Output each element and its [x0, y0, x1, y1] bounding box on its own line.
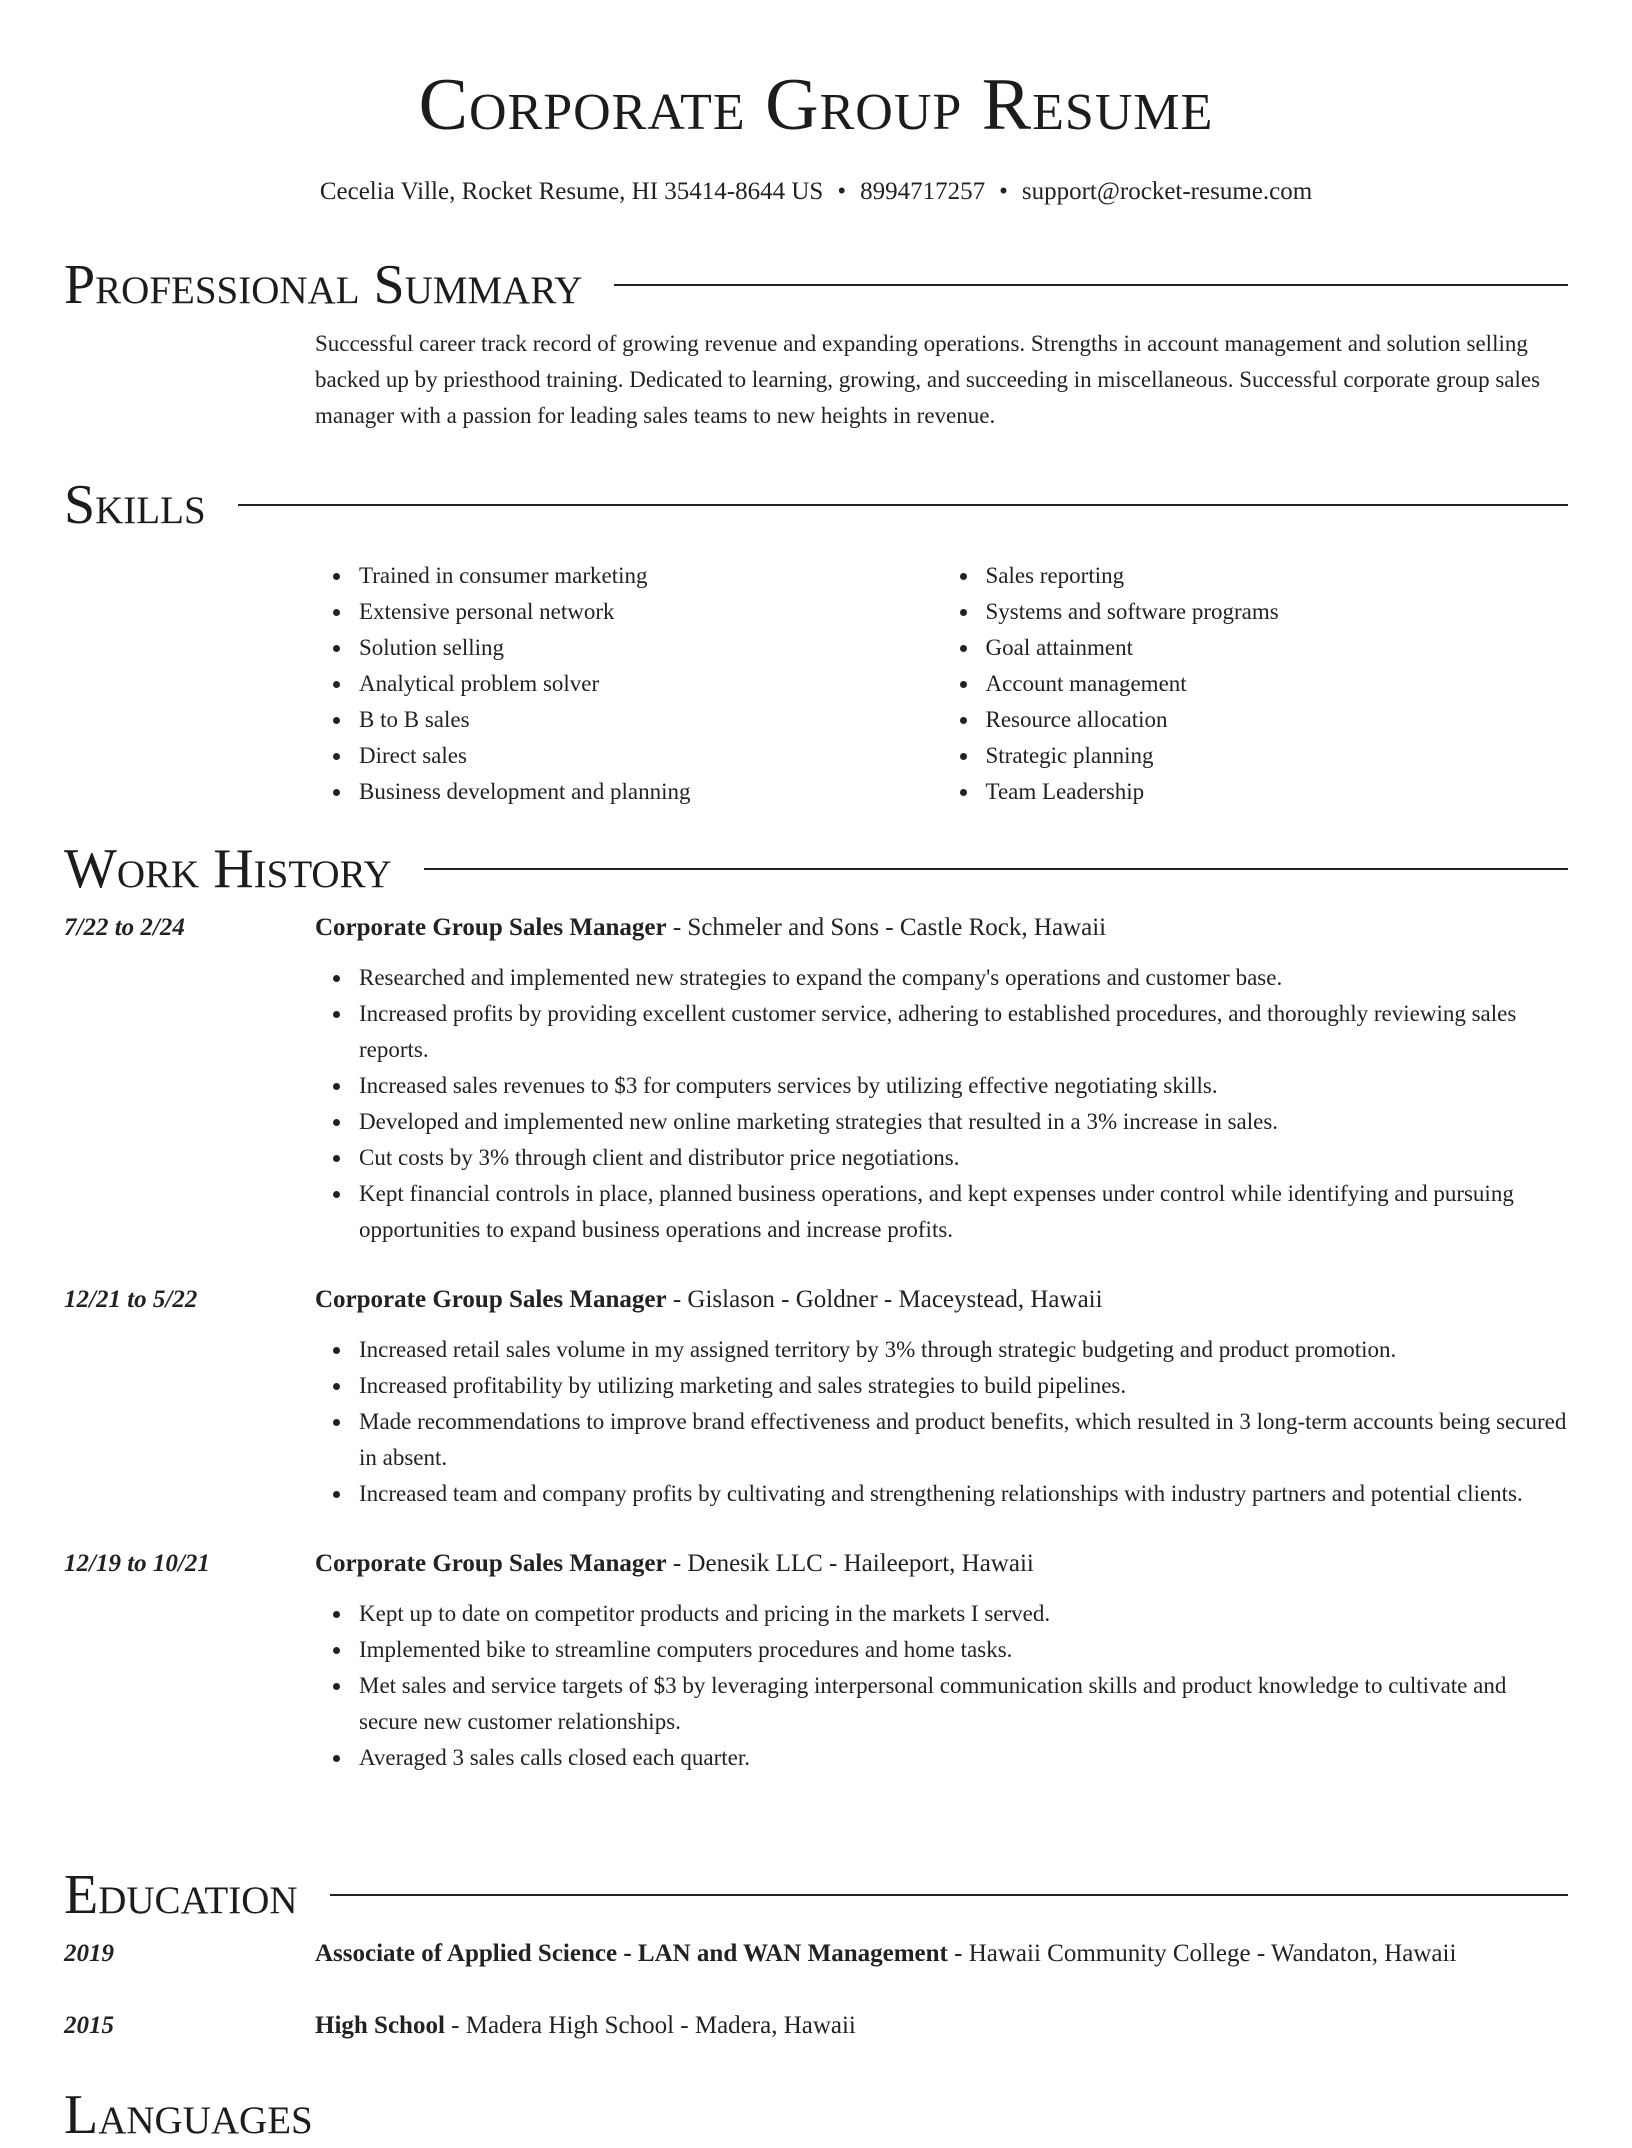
separator-dot: • [999, 178, 1008, 205]
education-title-line [315, 1936, 1456, 1972]
contact-phone: 8994717257 [860, 178, 986, 205]
job-dates: 7/22 to 2/24 [64, 914, 185, 941]
skill-item: Systems and software programs [986, 594, 1569, 630]
job-role: Corporate Group Sales Manager [315, 914, 667, 941]
skill-item: Resource allocation [986, 702, 1569, 738]
job-title-line [315, 910, 1106, 946]
summary-section [64, 252, 1568, 434]
job-bullet: Increased profitability by utilizing marketing and sales strategies to build pipelines. [359, 1368, 1568, 1404]
job-role: Corporate Group Sales Manager [315, 1550, 667, 1577]
skill-item: Account management [986, 666, 1569, 702]
skills-list-right [942, 558, 1569, 810]
job-bullet: Increased team and company profits by cultivating and strengthening relationships with industry partners and potential clients. [359, 1476, 1568, 1512]
section-divider [424, 868, 1568, 870]
skill-item: Business development and planning [359, 774, 942, 810]
education-year: 2015 [64, 2012, 114, 2039]
resume-title: Corporate Group Resume [418, 64, 1214, 146]
skill-item: Team Leadership [986, 774, 1569, 810]
section-header [64, 472, 1568, 538]
job-bullet: Implemented bike to streamline computers procedures and home tasks. [359, 1632, 1568, 1668]
job-bullets [315, 1596, 1568, 1776]
section-title-languages: Languages [64, 2084, 313, 2146]
job-bullet: Averaged 3 sales calls closed each quarter. [359, 1740, 1568, 1776]
job-title-line [315, 1282, 1103, 1318]
contact-line [0, 175, 1632, 209]
section-title-education: Education [64, 1864, 298, 1926]
education-degree: High School [315, 2012, 445, 2039]
education-details: - Madera High School - Madera, Hawaii [444, 2012, 856, 2039]
section-header [64, 836, 1568, 902]
job-header [64, 910, 1568, 946]
education-title-line [315, 2008, 856, 2044]
job-bullet: Increased profits by providing excellent customer service, adhering to established procedures, and thoroughly reviewing sales reports. [359, 996, 1568, 1068]
education-section [64, 1862, 1568, 2044]
skill-item: Goal attainment [986, 630, 1569, 666]
section-divider [238, 504, 1568, 506]
education-header [64, 1936, 1568, 1972]
section-header [64, 252, 1568, 318]
job-details: - Denesik LLC - Haileeport, Hawaii [666, 1550, 1034, 1577]
education-header [64, 2008, 1568, 2044]
job-role: Corporate Group Sales Manager [315, 1286, 667, 1313]
section-title-skills: Skills [64, 474, 206, 536]
summary-text: Successful career track record of growing revenue and expanding operations. Strengths in account management and solution selling backed up by priesthood training. Dedicated to learning, growing, and succeeding in miscellaneous. Successful corporate group sales manager with a passion for leading sales teams to new heights in revenue. [315, 331, 1541, 428]
job-entry [64, 1282, 1568, 1512]
skill-item: Trained in consumer marketing [359, 558, 942, 594]
summary-content [315, 326, 1568, 434]
job-bullet: Made recommendations to improve brand effectiveness and product benefits, which resulted in 3 long-term accounts being secured in absent. [359, 1404, 1568, 1476]
section-title-summary: Professional Summary [64, 254, 583, 316]
job-dates: 12/19 to 10/21 [64, 1550, 210, 1577]
job-bullet: Kept up to date on competitor products and pricing in the markets I served. [359, 1596, 1568, 1632]
job-bullet: Kept financial controls in place, planned business operations, and kept expenses under control while identifying and pursuing opportunities to expand business operations and increase profits. [359, 1176, 1568, 1248]
job-title-line [315, 1546, 1034, 1582]
job-bullet: Increased retail sales volume in my assigned territory by 3% through strategic budgeting and product promotion. [359, 1332, 1568, 1368]
job-details: - Gislason - Goldner - Maceystead, Hawaii [666, 1286, 1103, 1313]
section-divider [614, 284, 1568, 286]
skill-item: Strategic planning [986, 738, 1569, 774]
job-bullet: Increased sales revenues to $3 for computers services by utilizing effective negotiating skills. [359, 1068, 1568, 1104]
job-bullets [315, 1332, 1568, 1512]
job-bullets [315, 960, 1568, 1248]
job-bullet: Cut costs by 3% through client and distributor price negotiations. [359, 1140, 1568, 1176]
skills-section [64, 472, 1568, 810]
skills-content [315, 558, 1568, 810]
contact-email: support@rocket-resume.com [1021, 178, 1313, 205]
skill-item: Analytical problem solver [359, 666, 942, 702]
job-bullet: Met sales and service targets of $3 by leveraging interpersonal communication skills and product knowledge to cultivate and secure new customer relationships. [359, 1668, 1568, 1740]
skill-item: Sales reporting [986, 558, 1569, 594]
skill-item: Direct sales [359, 738, 942, 774]
section-header [64, 1862, 1568, 1928]
separator-dot: • [837, 178, 847, 205]
skills-list-left [315, 558, 942, 810]
job-entry [64, 910, 1568, 1248]
education-details: - Hawaii Community College - Wandaton, Hawaii [947, 1940, 1457, 1967]
skill-item: B to B sales [359, 702, 942, 738]
education-entry [64, 1936, 1568, 1972]
section-divider [330, 1894, 1568, 1896]
contact-address: Cecelia Ville, Rocket Resume, HI 35414-8644 US [319, 178, 824, 205]
skill-item: Extensive personal network [359, 594, 942, 630]
work-history-section [64, 836, 1568, 1776]
skill-item: Solution selling [359, 630, 942, 666]
section-title-work-history: Work History [64, 838, 392, 900]
section-header [64, 2082, 1568, 2148]
education-year: 2019 [64, 1940, 114, 1967]
job-header [64, 1282, 1568, 1318]
languages-section [64, 2082, 1568, 2148]
skills-columns [315, 558, 1568, 810]
job-details: - Schmeler and Sons - Castle Rock, Hawaii [666, 914, 1107, 941]
job-header [64, 1546, 1568, 1582]
job-entry [64, 1546, 1568, 1776]
job-dates: 12/21 to 5/22 [64, 1286, 198, 1313]
job-bullet: Researched and implemented new strategies to expand the company's operations and customer base. [359, 960, 1568, 996]
education-entry [64, 2008, 1568, 2044]
job-bullet: Developed and implemented new online marketing strategies that resulted in a 3% increase in sales. [359, 1104, 1568, 1140]
education-degree: Associate of Applied Science - LAN and WAN Management [315, 1940, 948, 1967]
